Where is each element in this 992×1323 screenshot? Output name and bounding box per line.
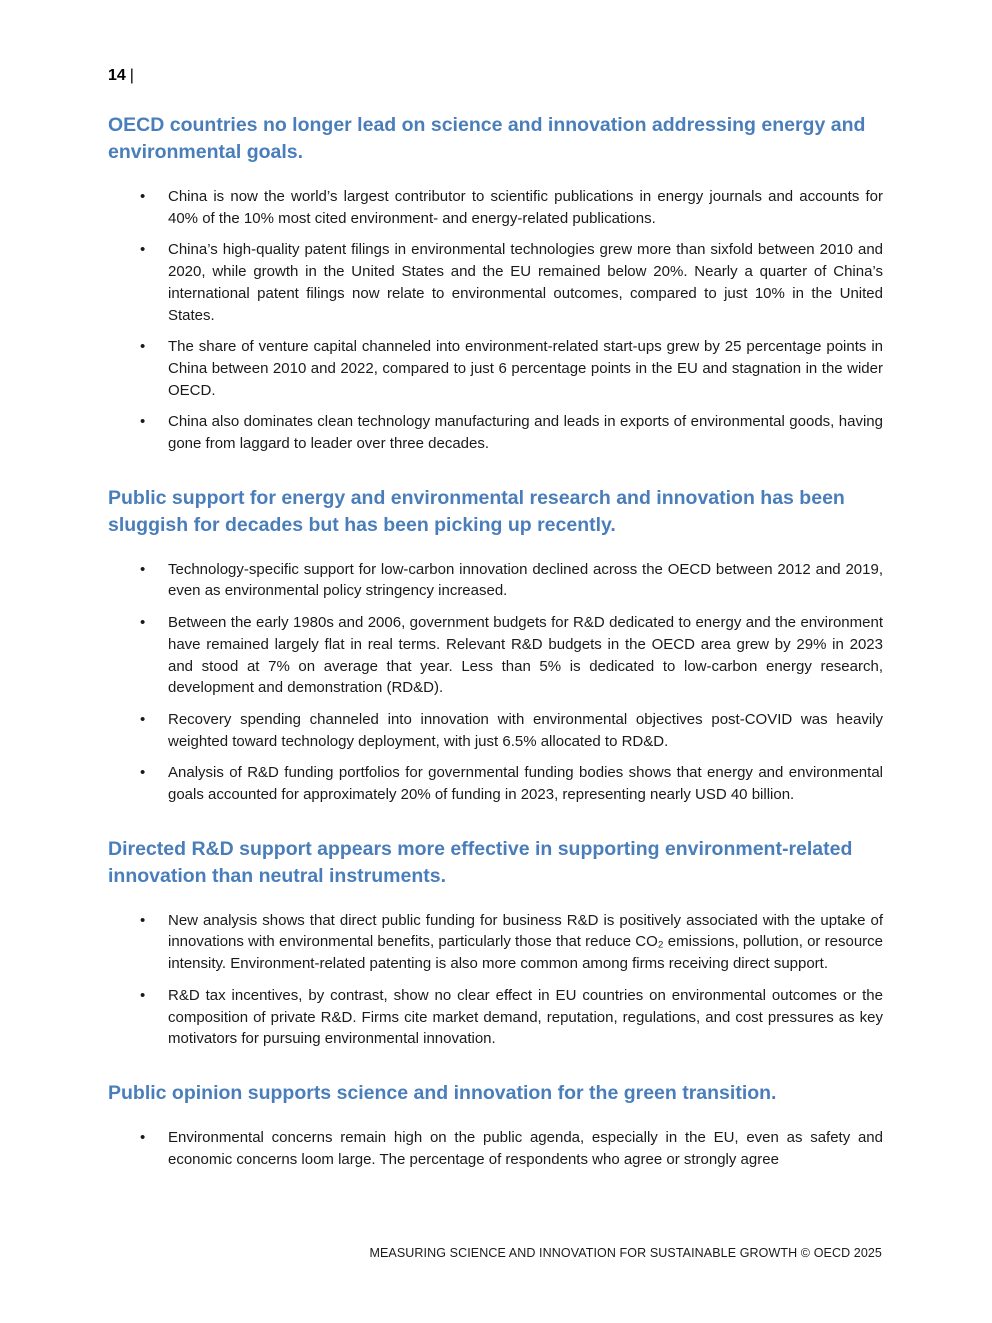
- bullet-text: New analysis shows that direct public funding for business R&D is positively associated with the uptake of innovations with environmental benefits, particularly those that reduce CO₂ emissions, pollution, or resource intensity. Environment-related patenting is also more common among firms receiving direct support.: [168, 911, 883, 973]
- bullet-item: [108, 612, 883, 699]
- bullet-text: Between the early 1980s and 2006, government budgets for R&D dedicated to energy and the environment have remained largely flat in real terms. Relevant R&D budgets in the OECD area grew by 29% in 2023 and stood at 7% on average that year. Less than 5% is dedicated to low-carbon energy research, development and demonstration (RD&D).: [168, 614, 883, 697]
- bullet-text: The share of venture capital channeled into environment-related start-ups grew by 25 percentage points in China between 2010 and 2022, compared to just 6 percentage points in the EU and stagnation in the wider OECD.: [168, 338, 883, 399]
- section-oecd-lead: [108, 112, 883, 455]
- section-heading: OECD countries no longer lead on science and innovation addressing energy and environmental goals.: [108, 114, 866, 163]
- bullet-icon: •: [140, 986, 146, 1004]
- bullet-text: Technology-specific support for low-carbon innovation declined across the OECD between 2012 and 2019, even as environmental policy stringency increased.: [168, 560, 883, 600]
- bullet-icon: •: [140, 764, 146, 782]
- bullet-icon: •: [140, 338, 146, 356]
- bullet-item: [108, 910, 883, 975]
- bullet-text: China is now the world’s largest contributor to scientific publications in energy journals and accounts for 40% of the 10% most cited environment- and energy-related publications.: [168, 188, 883, 227]
- bullet-icon: •: [140, 241, 146, 259]
- bullet-icon: •: [140, 560, 146, 578]
- bullet-text: Analysis of R&D funding portfolios for governmental funding bodies shows that energy and environmental goals accounted for approximately 20% of funding in 2023, representing nearly USD 40 billion.: [168, 764, 883, 804]
- bullet-item: [108, 1127, 883, 1170]
- bullet-item: [108, 709, 883, 752]
- bullet-list: [108, 910, 883, 1050]
- section-heading: Directed R&D support appears more effective in supporting environment-related innovation than neutral instruments.: [108, 837, 853, 887]
- bullet-list: [108, 186, 883, 455]
- section-directed-rd: [108, 836, 883, 1050]
- page-number-separator: |: [129, 67, 134, 84]
- bullet-icon: •: [140, 614, 146, 632]
- bullet-text: R&D tax incentives, by contrast, show no clear effect in EU countries on environmental outcomes or the composition of private R&D. Firms cite market demand, reputation, regulations, and cost pressures as key motivators for pursuing environmental innovation.: [168, 986, 883, 1048]
- bullet-icon: •: [140, 1128, 146, 1146]
- bullet-item: [108, 186, 883, 229]
- page-content: [108, 112, 883, 1200]
- section-heading: Public opinion supports science and innovation for the green transition.: [108, 1081, 777, 1104]
- bullet-item: [108, 411, 883, 454]
- bullet-text: Environmental concerns remain high on the public agenda, especially in the EU, even as safety and economic concerns loom large. The percentage of respondents who agree or strongly agree: [168, 1128, 883, 1168]
- bullet-list: [108, 1127, 883, 1170]
- bullet-item: [108, 336, 883, 401]
- section-public-support: [108, 485, 883, 806]
- page-number: [108, 66, 134, 86]
- bullet-text: Recovery spending channeled into innovation with environmental objectives post-COVID was heavily weighted toward technology deployment, with just 6.5% allocated to RD&D.: [168, 710, 883, 750]
- bullet-icon: •: [140, 710, 146, 728]
- bullet-icon: •: [140, 188, 146, 205]
- bullet-list: [108, 559, 883, 806]
- bullet-icon: •: [140, 911, 146, 929]
- bullet-text: China’s high-quality patent filings in environmental technologies grew more than sixfold between 2010 and 2020, while growth in the United States and the EU remained below 20%. Nearly a quarter of China’s international patent filings now relate to environmental outcomes, compared to just 10% in the United States.: [168, 241, 883, 324]
- bullet-icon: •: [140, 413, 146, 431]
- page-footer: MEASURING SCIENCE AND INNOVATION FOR SUSTAINABLE GROWTH © OECD 2025: [369, 1246, 882, 1260]
- bullet-item: [108, 559, 883, 602]
- bullet-item: [108, 239, 883, 326]
- bullet-item: [108, 985, 883, 1050]
- section-heading: Public support for energy and environmental research and innovation has been sluggish for decades but has been picking up recently.: [108, 486, 845, 536]
- bullet-item: [108, 762, 883, 805]
- section-public-opinion: [108, 1080, 883, 1170]
- bullet-text: China also dominates clean technology manufacturing and leads in exports of environmental goods, having gone from laggard to leader over three decades.: [168, 413, 883, 453]
- page-number-value: 14: [108, 67, 126, 84]
